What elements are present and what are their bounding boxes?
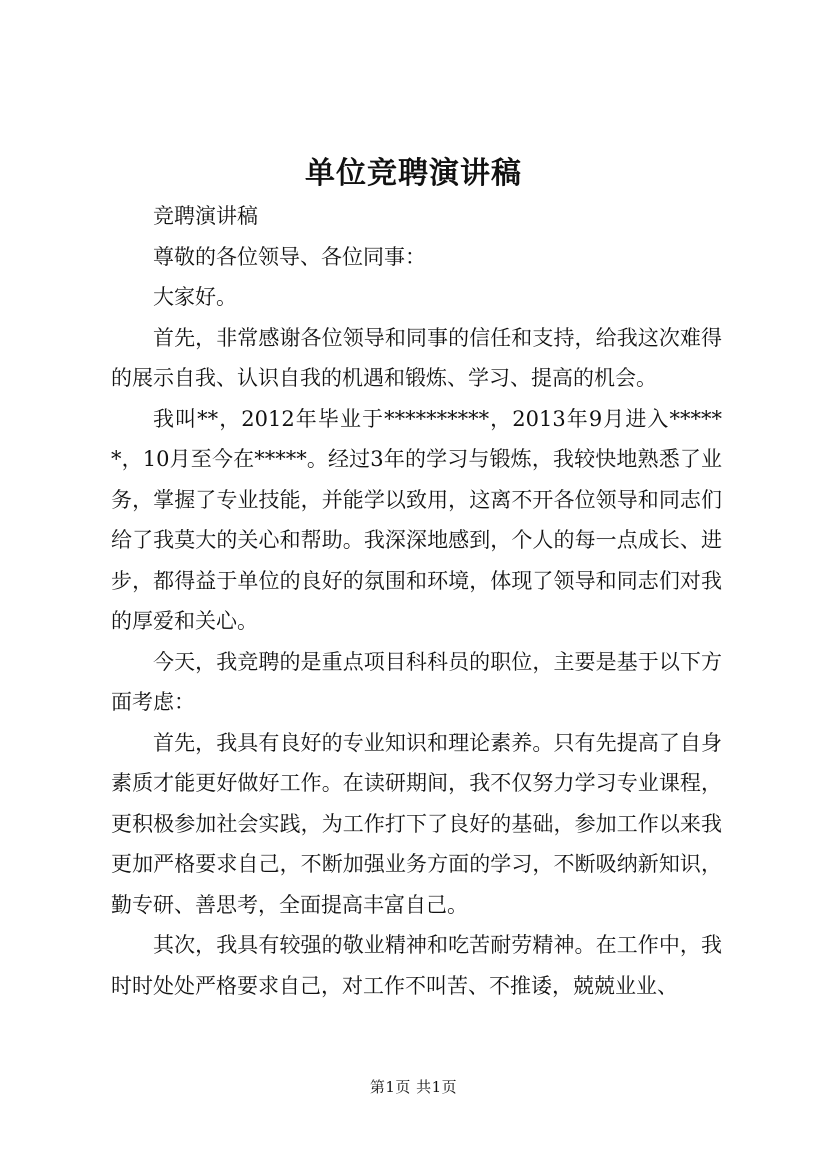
page-footer: 第1页 共1页 bbox=[369, 1078, 458, 1096]
paragraph-second-reason: 其次，我具有较强的敬业精神和吃苦耐劳精神。在工作中，我时时处处严格要求自己，对工作不叫苦、不推诿，兢兢业业、 bbox=[111, 933, 722, 998]
document-body bbox=[111, 196, 722, 1006]
document-title: 单位竞聘演讲稿 bbox=[305, 156, 522, 191]
paragraph-salutation: 尊敬的各位领导、各位同事： bbox=[153, 244, 426, 269]
paragraph-introduction: 我叫**，2012年毕业于**********，2013年9月进入******，10月至今在*****。经过3年的学习与锻炼，我较快地熟悉了业务，掌握了专业技能，并能学以致用，这离不开各位领导和同志们给了我莫大的关心和帮助。我深深地感到，个人的每一点成长、进步，都得益于单位的良好的氛围和环境，体现了领导和同志们对我的厚爱和关心。 bbox=[111, 406, 722, 633]
paragraph-first-reason: 首先，我具有良好的专业知识和理论素养。只有先提高了自身素质才能更好做好工作。在读研期间，我不仅努力学习专业课程，更积极参加社会实践，为工作打下了良好的基础，参加工作以来我更加严格要求自己，不断加强业务方面的学习，不断吸纳新知识，勤专研、善思考，全面提高丰富自己。 bbox=[111, 730, 722, 917]
paragraph-thanks: 首先，非常感谢各位领导和同事的信任和支持，给我这次难得的展示自我、认识自我的机遇和锻炼、学习、提高的机会。 bbox=[111, 325, 722, 390]
paragraph-greeting: 大家好。 bbox=[153, 285, 237, 309]
paragraph-position: 今天，我竞聘的是重点项目科科员的职位，主要是基于以下方面考虑： bbox=[111, 649, 722, 714]
paragraph-subtitle: 竞聘演讲稿 bbox=[153, 204, 258, 228]
